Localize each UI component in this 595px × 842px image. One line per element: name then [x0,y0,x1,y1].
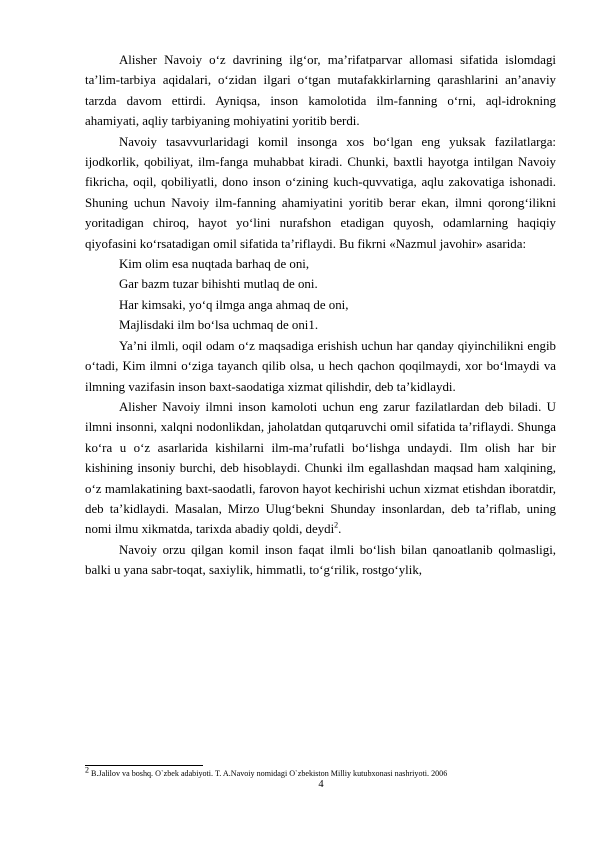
verse-line-2: Gar bazm tuzar bihishti mutlaq de oni. [119,277,318,292]
paragraph-3: Ya’ni ilmli, oqil odam o‘z maqsadiga erishish uchun har qanday qiyinchilikni engib o‘tadi, Kim ilmni o‘ziga tayanch qilib olsa, u hech qachon qoqilmaydi, xor bo‘lmaydi va ilmning vazifasin inson baxt-saodatiga xizmat qilishdir, deb ta’kidlaydi. [85,338,556,394]
paragraph-2: Navoiy tasavvurlaridagi komil insonga xos bo‘lgan eng yuksak fazilatlarga: ijodkorlik, qobiliyat, ilm-fanga muhabbat kiradi. Chunki, baxtli hayotga intilgan Navoiy fikricha, oqil, qobiliyatli, dono inson o‘zining kuch-quvvatiga, aqlu zakovatiga ishonadi. Shuning uchun Navoiy ilm-fanning ahamiyatini yoritib berar ekan, ilmni qorong‘ilikni yoritadigan chiroq, hayot yo‘lini nurafshon etadigan quyosh, odamlarning haqiqiy qiyofasini ko‘rsatadigan omil sifatida ta’riflaydi. Bu fikrni «Nazmul javohir» asarida: [85,134,556,251]
verse-line-4: Majlisdaki ilm bo‘lsa uchmaq de oni1. [119,318,319,333]
page-number: 4 [318,779,324,790]
page-body [85,50,556,581]
footnote-text: B.Jalilov va boshq. O`zbek adabiyoti. T. A.Navoiy nomidagi O`zbekiston Milliy kutubxonasi nashriyoti. 2006 [89,769,448,778]
paragraph-1: Alisher Navoiy o‘z davrining ilg‘or, ma’rifatparvar allomasi sifatida islomdagi ta’lim-tarbiya aqidalari, o‘zidan ilgari o‘tgan mutafakkirlarning qarashlarini an’anaviy tarzda davom ettirdi. Ayniqsa, inson kamolotida ilm-fanning o‘rni, aql-idrokning ahamiyati, aqliy tarbiyaning mohiyatini yoritib berdi. [85,53,556,129]
verse-line-3: Har kimsaki, yo‘q ilmga anga ahmaq de oni, [119,297,349,312]
footnote [85,765,560,779]
verse-line-1: Kim olim esa nuqtada barhaq de oni, [119,257,310,272]
footnote-mark: 2 [85,765,89,775]
paragraph-5: Navoiy orzu qilgan komil inson faqat ilmli bo‘lish bilan qanoatlanib qolmasligi, balki u yana sabr-toqat, saxiylik, himmatli, to‘g‘rilik, rostgo‘ylik, [85,542,556,578]
paragraph-4-text: Alisher Navoiy ilmni inson kamoloti uchun eng zarur fazilatlardan deb biladi. U ilmni insonni, xalqni nodonlikdan, jaholatdan qutqaruvchi omil sifatida ta’riflaydi. Shunga ko‘ra u o‘z asarlarida kishilarni ilm-ma’rufatli bo‘lishga undaydi. Ilm olish har bir kishining insoniy burchi, deb hisoblaydi. Chunki ilm egallashdan maqsad ham xalqining, o‘z mamlakatining baxt-saodatli, farovon hayot kechirishi uchun xizmat etishdan iboratdir, deb ta’kidlaydi. Masalan, Mirzo Ulug‘bekni Shunday insonlardan, deb ta’riflab, uning nomi ilmu xikmatda, tarixda abadiy qoldi, deydi [85,399,556,537]
footnote-reference: 2 [334,521,339,531]
paragraph-4-end: . [338,522,342,537]
footnote-divider [85,765,203,766]
paragraph-4 [85,397,556,540]
